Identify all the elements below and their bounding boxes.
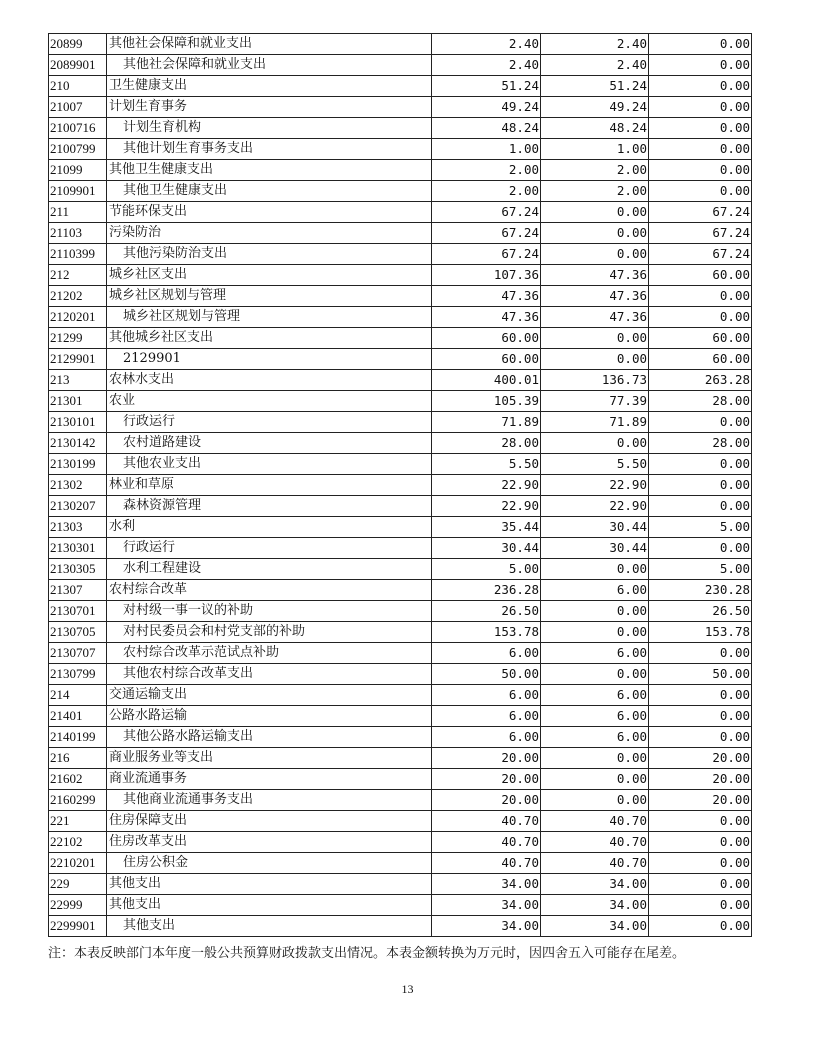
cell-total: 34.00 xyxy=(432,874,541,895)
table-row xyxy=(49,790,752,811)
cell-project: 28.00 xyxy=(649,391,752,412)
cell-project: 20.00 xyxy=(649,748,752,769)
cell-basic: 77.39 xyxy=(541,391,649,412)
cell-name: 水利工程建设 xyxy=(107,559,432,580)
cell-total: 47.36 xyxy=(432,286,541,307)
cell-name: 其他卫生健康支出 xyxy=(107,160,432,181)
cell-code: 21602 xyxy=(49,769,107,790)
cell-total: 2.00 xyxy=(432,181,541,202)
table-row xyxy=(49,727,752,748)
cell-basic: 6.00 xyxy=(541,580,649,601)
table-row xyxy=(49,265,752,286)
cell-project: 67.24 xyxy=(649,202,752,223)
cell-project: 0.00 xyxy=(649,160,752,181)
cell-code: 2210201 xyxy=(49,853,107,874)
table-row xyxy=(49,643,752,664)
cell-basic: 0.00 xyxy=(541,202,649,223)
cell-project: 0.00 xyxy=(649,118,752,139)
cell-basic: 2.00 xyxy=(541,181,649,202)
table-row xyxy=(49,97,752,118)
cell-name: 其他支出 xyxy=(107,916,432,937)
cell-basic: 49.24 xyxy=(541,97,649,118)
cell-code: 213 xyxy=(49,370,107,391)
cell-name: 其他社会保障和就业支出 xyxy=(107,34,432,55)
table-row xyxy=(49,370,752,391)
cell-basic: 0.00 xyxy=(541,601,649,622)
table-row xyxy=(49,433,752,454)
cell-name: 其他社会保障和就业支出 xyxy=(107,55,432,76)
cell-basic: 6.00 xyxy=(541,727,649,748)
cell-total: 26.50 xyxy=(432,601,541,622)
table-row xyxy=(49,874,752,895)
cell-basic: 1.00 xyxy=(541,139,649,160)
cell-code: 21103 xyxy=(49,223,107,244)
cell-code: 21202 xyxy=(49,286,107,307)
cell-code: 21401 xyxy=(49,706,107,727)
cell-name: 其他污染防治支出 xyxy=(107,244,432,265)
cell-total: 60.00 xyxy=(432,349,541,370)
cell-code: 221 xyxy=(49,811,107,832)
cell-project: 0.00 xyxy=(649,895,752,916)
cell-project: 0.00 xyxy=(649,181,752,202)
cell-code: 2100716 xyxy=(49,118,107,139)
cell-basic: 2.40 xyxy=(541,34,649,55)
cell-name: 交通运输支出 xyxy=(107,685,432,706)
cell-total: 35.44 xyxy=(432,517,541,538)
cell-project: 60.00 xyxy=(649,265,752,286)
cell-basic: 40.70 xyxy=(541,853,649,874)
cell-total: 2.40 xyxy=(432,55,541,76)
cell-code: 2130701 xyxy=(49,601,107,622)
cell-name: 其他支出 xyxy=(107,895,432,916)
cell-total: 50.00 xyxy=(432,664,541,685)
cell-name: 卫生健康支出 xyxy=(107,76,432,97)
cell-total: 153.78 xyxy=(432,622,541,643)
table-row xyxy=(49,307,752,328)
table-row xyxy=(49,181,752,202)
cell-name: 其他城乡社区支出 xyxy=(107,328,432,349)
table-row xyxy=(49,34,752,55)
cell-basic: 0.00 xyxy=(541,349,649,370)
table-row xyxy=(49,706,752,727)
cell-total: 67.24 xyxy=(432,223,541,244)
cell-project: 20.00 xyxy=(649,790,752,811)
cell-basic: 47.36 xyxy=(541,307,649,328)
cell-name: 计划生育事务 xyxy=(107,97,432,118)
cell-name: 污染防治 xyxy=(107,223,432,244)
table-row xyxy=(49,769,752,790)
expenditure-table xyxy=(48,33,752,937)
cell-project: 20.00 xyxy=(649,769,752,790)
table-row xyxy=(49,664,752,685)
cell-basic: 48.24 xyxy=(541,118,649,139)
cell-total: 2.40 xyxy=(432,34,541,55)
cell-code: 210 xyxy=(49,76,107,97)
cell-code: 2130101 xyxy=(49,412,107,433)
cell-total: 71.89 xyxy=(432,412,541,433)
cell-basic: 136.73 xyxy=(541,370,649,391)
cell-name: 节能环保支出 xyxy=(107,202,432,223)
cell-code: 2130707 xyxy=(49,643,107,664)
cell-code: 21299 xyxy=(49,328,107,349)
cell-project: 0.00 xyxy=(649,706,752,727)
cell-total: 20.00 xyxy=(432,748,541,769)
cell-project: 60.00 xyxy=(649,328,752,349)
cell-basic: 47.36 xyxy=(541,265,649,286)
table-row xyxy=(49,895,752,916)
cell-code: 2120201 xyxy=(49,307,107,328)
table-row xyxy=(49,475,752,496)
cell-total: 20.00 xyxy=(432,769,541,790)
cell-name: 城乡社区支出 xyxy=(107,265,432,286)
cell-total: 6.00 xyxy=(432,643,541,664)
cell-total: 5.00 xyxy=(432,559,541,580)
cell-name: 农业 xyxy=(107,391,432,412)
table-row xyxy=(49,139,752,160)
cell-project: 153.78 xyxy=(649,622,752,643)
cell-name: 行政运行 xyxy=(107,412,432,433)
cell-total: 67.24 xyxy=(432,244,541,265)
cell-basic: 40.70 xyxy=(541,811,649,832)
cell-code: 212 xyxy=(49,265,107,286)
cell-name: 农林水支出 xyxy=(107,370,432,391)
cell-code: 21099 xyxy=(49,160,107,181)
cell-project: 0.00 xyxy=(649,76,752,97)
cell-code: 2110399 xyxy=(49,244,107,265)
cell-project: 0.00 xyxy=(649,685,752,706)
cell-name: 其他计划生育事务支出 xyxy=(107,139,432,160)
cell-basic: 51.24 xyxy=(541,76,649,97)
cell-project: 28.00 xyxy=(649,433,752,454)
table-row xyxy=(49,832,752,853)
table-row xyxy=(49,811,752,832)
cell-project: 0.00 xyxy=(649,853,752,874)
table-row xyxy=(49,412,752,433)
table-row xyxy=(49,496,752,517)
cell-basic: 2.00 xyxy=(541,160,649,181)
cell-total: 67.24 xyxy=(432,202,541,223)
cell-code: 2130199 xyxy=(49,454,107,475)
cell-code: 2109901 xyxy=(49,181,107,202)
cell-basic: 22.90 xyxy=(541,475,649,496)
cell-name: 森林资源管理 xyxy=(107,496,432,517)
table-row xyxy=(49,559,752,580)
table-row xyxy=(49,685,752,706)
cell-basic: 5.50 xyxy=(541,454,649,475)
cell-name: 对村民委员会和村党支部的补助 xyxy=(107,622,432,643)
cell-code: 2130799 xyxy=(49,664,107,685)
cell-project: 5.00 xyxy=(649,517,752,538)
cell-name: 计划生育机构 xyxy=(107,118,432,139)
cell-basic: 6.00 xyxy=(541,685,649,706)
cell-name: 住房改革支出 xyxy=(107,832,432,853)
cell-basic: 34.00 xyxy=(541,916,649,937)
table-row xyxy=(49,454,752,475)
cell-total: 48.24 xyxy=(432,118,541,139)
cell-name: 其他农村综合改革支出 xyxy=(107,664,432,685)
table-row xyxy=(49,223,752,244)
table-row xyxy=(49,328,752,349)
cell-project: 0.00 xyxy=(649,412,752,433)
cell-code: 21302 xyxy=(49,475,107,496)
cell-project: 0.00 xyxy=(649,97,752,118)
cell-project: 0.00 xyxy=(649,916,752,937)
table-row xyxy=(49,601,752,622)
table-row xyxy=(49,349,752,370)
cell-basic: 0.00 xyxy=(541,769,649,790)
cell-project: 67.24 xyxy=(649,244,752,265)
cell-name: 公路水路运输 xyxy=(107,706,432,727)
cell-total: 105.39 xyxy=(432,391,541,412)
cell-code: 2100799 xyxy=(49,139,107,160)
cell-total: 400.01 xyxy=(432,370,541,391)
cell-project: 0.00 xyxy=(649,307,752,328)
cell-total: 6.00 xyxy=(432,685,541,706)
cell-code: 2140199 xyxy=(49,727,107,748)
cell-basic: 2.40 xyxy=(541,55,649,76)
cell-total: 5.50 xyxy=(432,454,541,475)
table-row xyxy=(49,580,752,601)
cell-name: 城乡社区规划与管理 xyxy=(107,286,432,307)
table-row xyxy=(49,391,752,412)
cell-name: 其他农业支出 xyxy=(107,454,432,475)
cell-basic: 47.36 xyxy=(541,286,649,307)
cell-project: 263.28 xyxy=(649,370,752,391)
cell-name: 农村道路建设 xyxy=(107,433,432,454)
cell-code: 2130305 xyxy=(49,559,107,580)
cell-code: 20899 xyxy=(49,34,107,55)
cell-total: 40.70 xyxy=(432,853,541,874)
cell-project: 0.00 xyxy=(649,496,752,517)
cell-project: 26.50 xyxy=(649,601,752,622)
cell-code: 21301 xyxy=(49,391,107,412)
cell-total: 30.44 xyxy=(432,538,541,559)
cell-total: 22.90 xyxy=(432,475,541,496)
cell-total: 40.70 xyxy=(432,811,541,832)
cell-basic: 0.00 xyxy=(541,223,649,244)
cell-basic: 6.00 xyxy=(541,706,649,727)
cell-total: 28.00 xyxy=(432,433,541,454)
page-number: 13 xyxy=(401,982,414,996)
cell-basic: 30.44 xyxy=(541,538,649,559)
cell-total: 40.70 xyxy=(432,832,541,853)
cell-project: 0.00 xyxy=(649,832,752,853)
table-row xyxy=(49,853,752,874)
cell-name: 其他公路水路运输支出 xyxy=(107,727,432,748)
cell-total: 60.00 xyxy=(432,328,541,349)
cell-basic: 40.70 xyxy=(541,832,649,853)
footnote: 注：本表反映部门本年度一般公共预算财政拨款支出情况。本表金额转换为万元时，因四舍五入可能存在尾差。 xyxy=(48,946,686,961)
cell-name: 林业和草原 xyxy=(107,475,432,496)
cell-project: 5.00 xyxy=(649,559,752,580)
cell-basic: 0.00 xyxy=(541,664,649,685)
cell-name: 其他商业流通事务支出 xyxy=(107,790,432,811)
cell-basic: 0.00 xyxy=(541,244,649,265)
cell-code: 229 xyxy=(49,874,107,895)
table-row xyxy=(49,55,752,76)
cell-total: 6.00 xyxy=(432,706,541,727)
cell-name: 城乡社区规划与管理 xyxy=(107,307,432,328)
budget-table-container xyxy=(48,33,751,937)
cell-project: 0.00 xyxy=(649,811,752,832)
cell-project: 67.24 xyxy=(649,223,752,244)
table-row xyxy=(49,517,752,538)
cell-name: 其他支出 xyxy=(107,874,432,895)
table-row xyxy=(49,202,752,223)
cell-total: 34.00 xyxy=(432,895,541,916)
cell-code: 2299901 xyxy=(49,916,107,937)
cell-code: 2160299 xyxy=(49,790,107,811)
cell-basic: 0.00 xyxy=(541,559,649,580)
table-row xyxy=(49,76,752,97)
cell-name: 商业流通事务 xyxy=(107,769,432,790)
cell-project: 0.00 xyxy=(649,286,752,307)
cell-total: 107.36 xyxy=(432,265,541,286)
cell-basic: 34.00 xyxy=(541,874,649,895)
table-body xyxy=(49,34,752,937)
cell-code: 21307 xyxy=(49,580,107,601)
cell-code: 2130705 xyxy=(49,622,107,643)
cell-basic: 0.00 xyxy=(541,622,649,643)
cell-code: 2130301 xyxy=(49,538,107,559)
cell-basic: 30.44 xyxy=(541,517,649,538)
cell-project: 60.00 xyxy=(649,349,752,370)
cell-code: 216 xyxy=(49,748,107,769)
cell-basic: 0.00 xyxy=(541,328,649,349)
cell-code: 22999 xyxy=(49,895,107,916)
cell-project: 0.00 xyxy=(649,874,752,895)
table-row xyxy=(49,748,752,769)
cell-project: 0.00 xyxy=(649,55,752,76)
cell-total: 20.00 xyxy=(432,790,541,811)
table-row xyxy=(49,538,752,559)
cell-name: 行政运行 xyxy=(107,538,432,559)
cell-code: 21303 xyxy=(49,517,107,538)
cell-total: 51.24 xyxy=(432,76,541,97)
cell-total: 49.24 xyxy=(432,97,541,118)
table-row xyxy=(49,244,752,265)
cell-code: 214 xyxy=(49,685,107,706)
cell-name: 2129901 xyxy=(107,349,432,370)
cell-code: 21007 xyxy=(49,97,107,118)
cell-project: 0.00 xyxy=(649,34,752,55)
cell-total: 6.00 xyxy=(432,727,541,748)
cell-code: 2130207 xyxy=(49,496,107,517)
cell-project: 0.00 xyxy=(649,454,752,475)
cell-basic: 0.00 xyxy=(541,748,649,769)
cell-code: 2130142 xyxy=(49,433,107,454)
cell-project: 0.00 xyxy=(649,139,752,160)
cell-code: 2129901 xyxy=(49,349,107,370)
cell-name: 农村综合改革 xyxy=(107,580,432,601)
cell-name: 住房保障支出 xyxy=(107,811,432,832)
table-row xyxy=(49,286,752,307)
cell-project: 0.00 xyxy=(649,727,752,748)
cell-basic: 71.89 xyxy=(541,412,649,433)
cell-total: 34.00 xyxy=(432,916,541,937)
cell-project: 0.00 xyxy=(649,475,752,496)
cell-basic: 22.90 xyxy=(541,496,649,517)
cell-name: 其他卫生健康支出 xyxy=(107,181,432,202)
table-row xyxy=(49,916,752,937)
cell-name: 住房公积金 xyxy=(107,853,432,874)
cell-total: 47.36 xyxy=(432,307,541,328)
cell-code: 2089901 xyxy=(49,55,107,76)
table-row xyxy=(49,118,752,139)
cell-name: 农村综合改革示范试点补助 xyxy=(107,643,432,664)
cell-name: 商业服务业等支出 xyxy=(107,748,432,769)
table-row xyxy=(49,622,752,643)
table-row xyxy=(49,160,752,181)
cell-basic: 6.00 xyxy=(541,643,649,664)
cell-basic: 0.00 xyxy=(541,790,649,811)
cell-basic: 0.00 xyxy=(541,433,649,454)
cell-total: 22.90 xyxy=(432,496,541,517)
cell-code: 211 xyxy=(49,202,107,223)
cell-basic: 34.00 xyxy=(541,895,649,916)
cell-total: 236.28 xyxy=(432,580,541,601)
cell-total: 2.00 xyxy=(432,160,541,181)
cell-name: 对村级一事一议的补助 xyxy=(107,601,432,622)
cell-project: 0.00 xyxy=(649,538,752,559)
cell-project: 50.00 xyxy=(649,664,752,685)
cell-total: 1.00 xyxy=(432,139,541,160)
cell-project: 0.00 xyxy=(649,643,752,664)
cell-name: 水利 xyxy=(107,517,432,538)
cell-code: 22102 xyxy=(49,832,107,853)
cell-project: 230.28 xyxy=(649,580,752,601)
